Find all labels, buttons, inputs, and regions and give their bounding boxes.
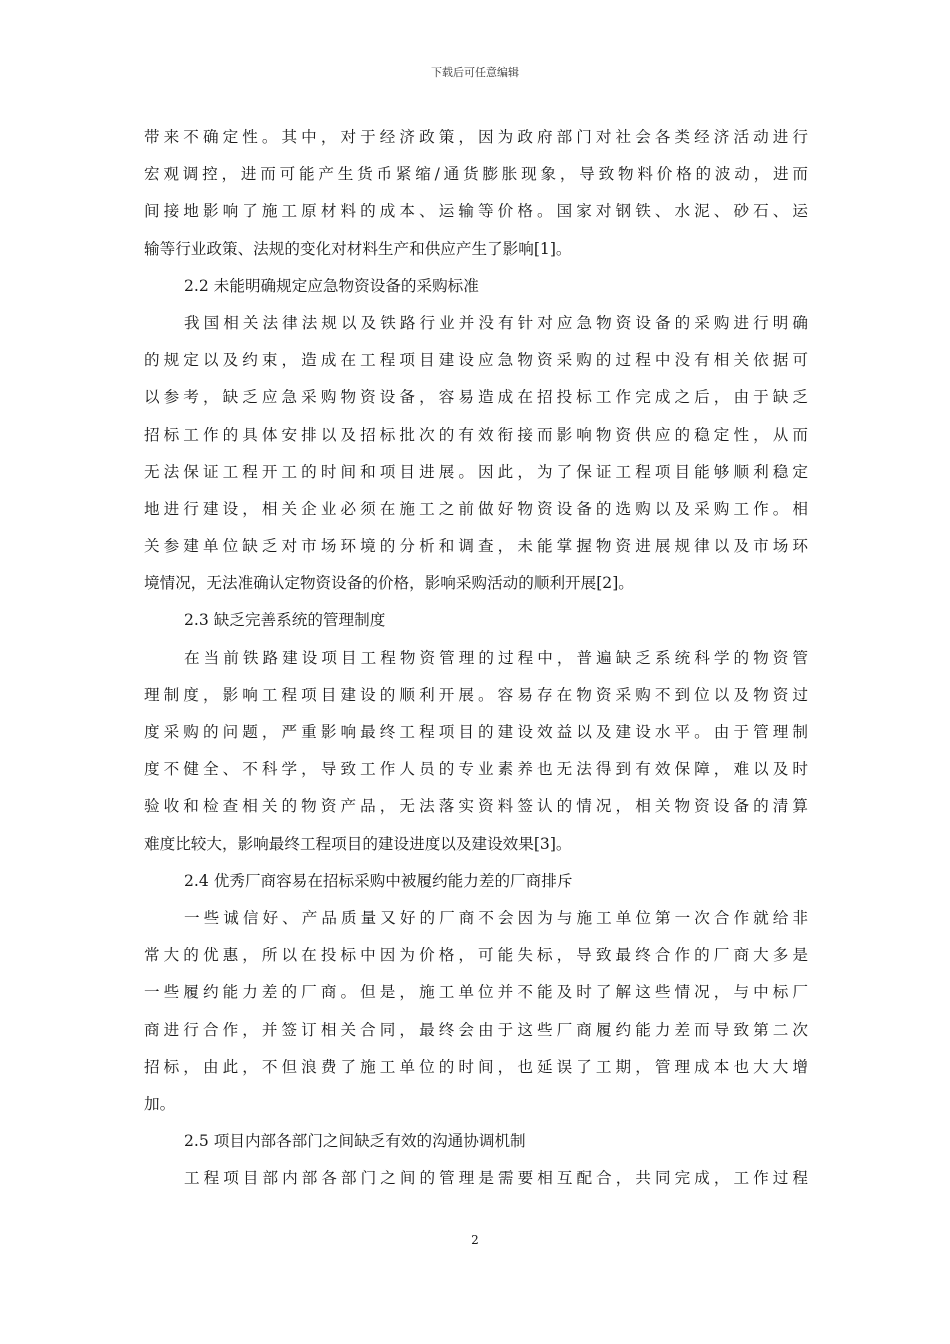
text-line: 以参考，缺乏应急采购物资设备，容易造成在招投标工作完成之后，由于缺乏	[144, 388, 808, 407]
text-line: 招标工作的具体安排以及招标批次的有效衔接而影响物资供应的稳定性，从而	[144, 425, 808, 444]
section-heading: 2.5 项目内部各部门之间缺乏有效的沟通协调机制	[184, 1132, 526, 1151]
text-line: 输等行业政策、法规的变化对材料生产和供应产生了影响[1]。	[144, 239, 572, 258]
text-line: 工程项目部内部各部门之间的管理是需要相互配合，共同完成，工作过程	[184, 1169, 808, 1188]
section-heading: 2.4 优秀厂商容易在招标采购中被履约能力差的厂商排斥	[184, 871, 573, 890]
page-number: 2	[471, 1233, 479, 1247]
text-line: 商进行合作，并签订相关合同，最终会由于这些厂商履约能力差而导致第二次	[144, 1020, 808, 1039]
text-line: 带来不确定性。其中，对于经济政策，因为政府部门对社会各类经济活动进行	[144, 128, 808, 146]
text-line: 地进行建设，相关企业必须在施工之前做好物资设备的选购以及采购工作。相	[144, 499, 808, 518]
section-heading: 2.3 缺乏完善系统的管理制度	[184, 611, 386, 630]
paragraph	[144, 1164, 808, 1201]
paragraph	[144, 904, 808, 1127]
text-line: 间接地影响了施工原材料的成本、运输等价格。国家对钢铁、水泥、砂石、运	[144, 202, 808, 221]
text-line: 招标，由此，不但浪费了施工单位的时间，也延误了工期，管理成本也大大增	[144, 1057, 808, 1076]
document-body	[144, 123, 808, 1201]
text-line: 我国相关法律法规以及铁路行业并没有针对应急物资设备的采购进行明确	[184, 313, 808, 332]
paragraph	[144, 309, 808, 607]
paragraph	[144, 644, 808, 867]
page-header: 下载后可任意编辑	[431, 66, 519, 79]
text-line: 一些履约能力差的厂商。但是，施工单位并不能及时了解这些情况，与中标厂	[144, 983, 808, 1002]
text-line: 的规定以及约束，造成在工程项目建设应急物资采购的过程中没有相关依据可	[144, 351, 808, 370]
text-line: 在当前铁路建设项目工程物资管理的过程中，普遍缺乏系统科学的物资管	[184, 648, 808, 667]
text-line: 一些诚信好、产品质量又好的厂商不会因为与施工单位第一次合作就给非	[184, 908, 808, 927]
text-line: 无法保证工程开工的时间和项目进展。因此，为了保证工程项目能够顺利稳定	[144, 462, 808, 481]
paragraph	[144, 123, 808, 272]
text-line: 境情况，无法准确认定物资设备的价格，影响采购活动的顺利开展[2]。	[144, 574, 634, 593]
text-line: 验收和检查相关的物资产品，无法落实资料签认的情况，相关物资设备的清算	[144, 797, 808, 816]
text-line: 常大的优惠，所以在投标中因为价格，可能失标，导致最终合作的厂商大多是	[144, 946, 808, 965]
text-line: 度不健全、不科学，导致工作人员的专业素养也无法得到有效保障，难以及时	[144, 760, 808, 779]
text-line: 宏观调控，进而可能产生货币紧缩/通货膨胀现象，导致物料价格的波动，进而	[144, 165, 808, 184]
section-heading: 2.2 未能明确规定应急物资设备的采购标准	[184, 276, 479, 295]
text-line: 关参建单位缺乏对市场环境的分析和调查，未能掌握物资进展规律以及市场环	[144, 537, 808, 556]
text-line: 难度比较大，影响最终工程项目的建设进度以及建设效果[3]。	[144, 834, 572, 853]
text-line: 加。	[144, 1094, 176, 1113]
text-line: 度采购的问题，严重影响最终工程项目的建设效益以及建设水平。由于管理制	[144, 723, 808, 741]
text-line: 理制度，影响工程项目建设的顺利开展。容易存在物资采购不到位以及物资过	[144, 685, 808, 704]
